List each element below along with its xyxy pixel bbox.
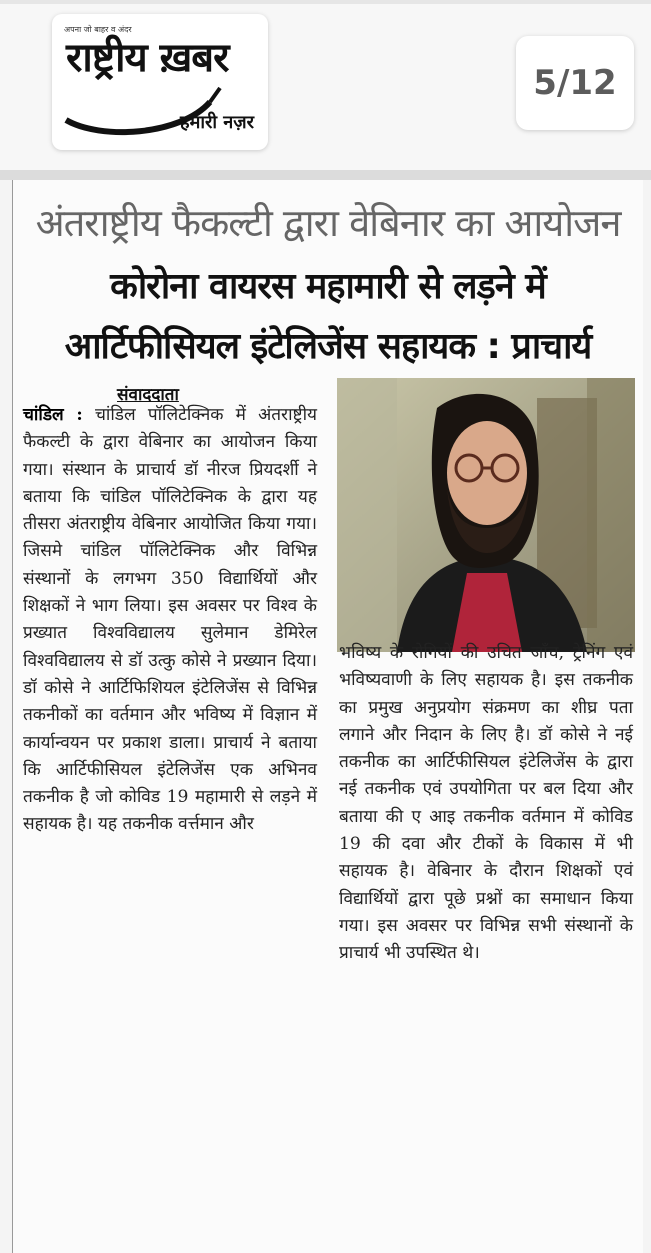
top-divider: [0, 0, 651, 4]
headline-line-1: कोरोना वायरस महामारी से लड़ने में: [110, 266, 546, 307]
news-clipping: [12, 180, 643, 1253]
logo-tagline: अपना जो बाहर व अंदर: [64, 25, 132, 34]
article-photo: [337, 378, 635, 652]
logo-title: राष्ट्रीय ख़बर: [66, 35, 229, 81]
body-left-text: चांडिल पॉलिटेक्निक में अंतराष्ट्रीय फैकल्टी के द्वारा वेबिनार का आयोजन किया गया। संस्थान के प्राचार्य डॉ नीरज प्रियदर्शी ने बताया कि चांडिल पॉलिटेक्निक के द्वारा यह तीसरा अंतराष्ट्रीय वेबिनार आयोजित किया गया। जिसमे चांडिल पॉलिटेक्निक और विभिन्न संस्थानों के लगभग 350 विद्यार्थियों और शिक्षकों ने भाग लिया। इस अवसर पर विश्व के प्रख्यात विश्वविद्यालय सुलेमान डेमिरेल विश्वविद्यालय से डॉ उत्कु कोसे ने प्रख्यान दिया। डॉ कोसे ने आर्टिफिशियल इंटेलिजेंस से विभिन्न तकनीकों का वर्तमान और भविष्य में विज्ञान में कार्यान्वयन पर प्रकाश डाला। प्राचार्य ने बताया कि आर्टिफीसियल इंटेलिजेंस एक अभिनव तकनीक है जो कोविड 19 महामारी से लड़ने में सहायक है। यह तकनीक वर्त्तमान और: [23, 405, 318, 835]
page-indicator-button[interactable]: 5/12: [516, 36, 634, 130]
article-body-right: भविष्य के रोगियों की उचित जाँच, ट्रेनिंग एवं भविष्यवाणी के लिए सहायक है। इस तकनीक का प्रमुख अनुप्रयोग संक्रमण का शीघ्र पता लगाने और निदान के लिए है। डॉ कोसे ने नई तकनीक का आर्टिफीसियल इंटेलिजेंस के द्वारा नई तकनीक एवं उपयोगिता पर बल दिया और बताया की ए आइ तकनीक वर्तमान में कोविड 19 की दवा और टीकों के विकास में भी सहायक है। वेबिनार के दौरान शिक्षकों एवं विद्यार्थियों द्वारा पूछे प्रश्नों का समाधान किया गया। इस अवसर पर विभिन्न सभी संस्थानों के प्राचार्य भी उपस्थित थे।: [339, 643, 633, 964]
article-kicker: अंतराष्ट्रीय फैकल्टी द्वारा वेबिनार का आयोजन: [35, 201, 621, 245]
person-photo-illustration: [337, 378, 635, 652]
article-body-left: [23, 402, 317, 839]
top-bar: [0, 0, 651, 170]
logo-subtitle: हमारी नज़र: [180, 112, 254, 133]
dateline: चांडिल :: [23, 405, 83, 425]
byline: संवाददाता: [117, 385, 179, 405]
newspaper-logo[interactable]: [52, 14, 268, 150]
section-separator: [0, 170, 651, 180]
headline-line-2: आर्टिफीसियल इंटेलिजेंस सहायक : प्राचार्य: [64, 326, 592, 367]
